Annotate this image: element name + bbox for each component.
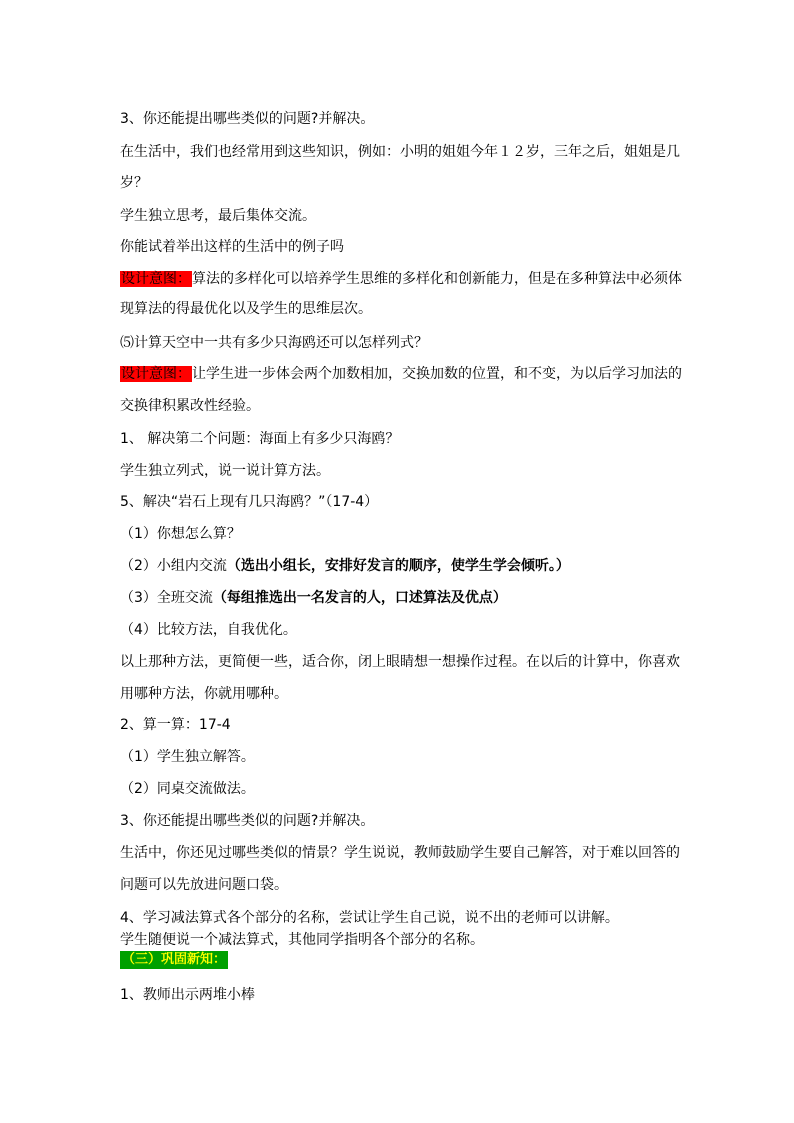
- paragraph: （2）同桌交流做法。: [120, 781, 255, 797]
- paragraph: ⑸计算天空中一共有多少只海鸥还可以怎样列式？: [120, 335, 428, 351]
- paragraph: （1）你想怎么算？: [120, 526, 241, 542]
- paragraph: 交换律积累改性经验。: [120, 398, 260, 414]
- paragraph: 岁？: [120, 175, 148, 191]
- paragraph: 5、解决“岩石上现有几只海鸥？”（17-4）: [120, 494, 379, 510]
- paragraph: 以上那种方法，更简便一些，适合你，闭上眼睛想一想操作过程。在以后的计算中，你喜欢: [120, 654, 680, 670]
- design-intent-tag: 设计意图：: [121, 366, 191, 382]
- design-intent-text: 算法的多样化可以培养学生思维的多样化和创新能力，但是在多种算法中必须体: [192, 271, 682, 287]
- paragraph: 用哪种方法，你就用哪种。: [120, 686, 288, 702]
- paragraph: 3、你还能提出哪些类似的问题?并解决。: [120, 111, 375, 127]
- design-intent-tag: 设计意图：: [121, 271, 191, 287]
- design-intent-text: 让学生进一步体会两个加数相加，交换加数的位置，和不变，为以后学习加法的: [192, 366, 682, 382]
- paragraph: 学生独立列式，说一说计算方法。: [120, 463, 330, 479]
- paragraph: 1、 解决第二个问题：海面上有多少只海鸥？: [120, 431, 400, 447]
- paragraph: 4、学习减法算式各个部分的名称，尝试让学生自己说，说不出的老师可以讲解。: [120, 910, 619, 926]
- design-intent-paragraph: [120, 365, 680, 383]
- paragraph: 现算法的得最优化以及学生的思维层次。: [120, 301, 372, 317]
- step-note: （每组推选出一名发言的人，口述算法及优点）: [212, 590, 507, 606]
- section-heading-row: [120, 950, 680, 969]
- paragraph: 你能试着举出这样的生活中的例子吗: [120, 239, 344, 255]
- paragraph: 在生活中，我们也经常用到这些知识，例如：小明的姐姐今年１２岁，三年之后，姐姐是几: [120, 144, 680, 160]
- paragraph: [120, 557, 680, 575]
- paragraph: 学生随便说一个减法算式，其他同学指明各个部分的名称。: [120, 932, 484, 948]
- paragraph: 问题可以先放进问题口袋。: [120, 877, 288, 893]
- step-label: （3）全班交流: [120, 590, 213, 606]
- section-heading: （三）巩固新知：: [122, 952, 227, 967]
- step-note: （选出小组长，安排好发言的顺序，使学生学会倾听。）: [226, 558, 570, 574]
- paragraph: [120, 589, 680, 607]
- paragraph: 学生独立思考，最后集体交流。: [120, 208, 316, 224]
- paragraph: 1、教师出示两堆小棒: [120, 987, 255, 1003]
- step-label: （2）小组内交流: [120, 558, 227, 574]
- design-intent-paragraph: [120, 270, 680, 288]
- paragraph: （1）学生独立解答。: [120, 749, 255, 765]
- paragraph: （4）比较方法，自我优化。: [120, 622, 297, 638]
- paragraph: 3、你还能提出哪些类似的问题?并解决。: [120, 813, 375, 829]
- paragraph: 生活中，你还见过哪些类似的情景？学生说说，教师鼓励学生要自己解答，对于难以回答的: [120, 845, 680, 861]
- paragraph: 2、算一算：17-4: [120, 717, 231, 733]
